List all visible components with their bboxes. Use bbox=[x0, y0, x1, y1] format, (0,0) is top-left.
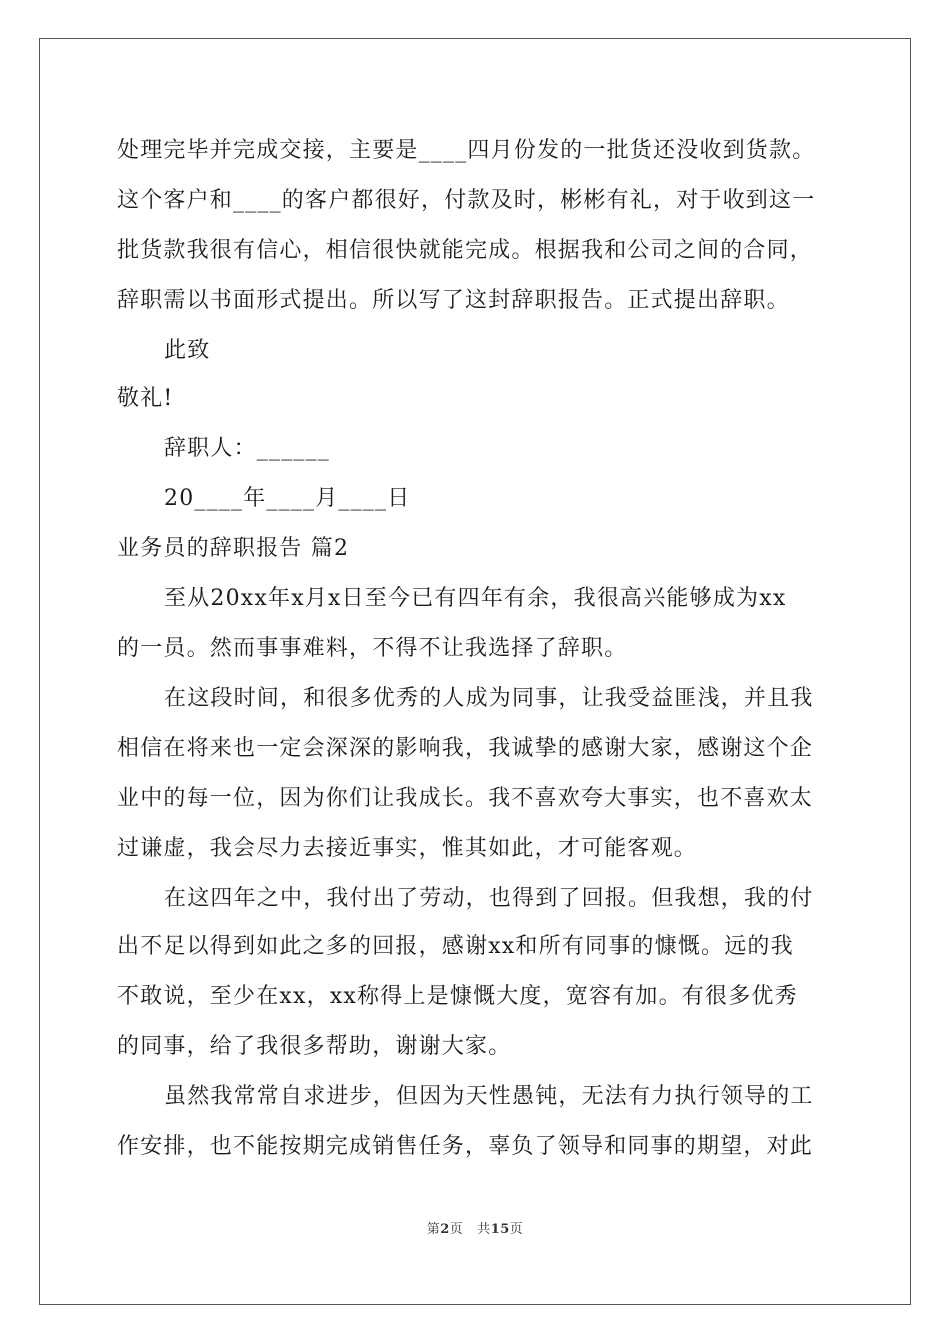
body-line-4: 辞职需以书面形式提出。所以写了这封辞职报告。正式提出辞职。 bbox=[117, 288, 790, 313]
body-line-21: 作安排，也不能按期完成销售任务，辜负了领导和同事的期望，对此 bbox=[117, 1134, 814, 1159]
body-line-19: 的同事，给了我很多帮助，谢谢大家。 bbox=[117, 1034, 512, 1059]
body-line-15: 过谦虚，我会尽力去接近事实，惟其如此，才可能客观。 bbox=[117, 836, 698, 861]
page-footer bbox=[0, 1218, 950, 1237]
footer-page-number: 2 bbox=[440, 1222, 450, 1237]
page-border bbox=[39, 38, 911, 1305]
date-line: 20____年____月____日 bbox=[164, 486, 411, 511]
signature-line: 辞职人：______ bbox=[164, 436, 331, 461]
footer-total-pages: 15 bbox=[490, 1222, 510, 1237]
body-line-10: 至从20xx年x月x日至今已有四年有余，我很高兴能够成为xx bbox=[164, 586, 787, 611]
body-line-17: 出不足以得到如此之多的回报，感谢xx和所有同事的慷慨。远的我 bbox=[117, 934, 794, 959]
body-line-13: 相信在将来也一定会深深的影响我，我诚挚的感谢大家，感谢这个企 bbox=[117, 736, 814, 761]
closing-cizhi: 此致 bbox=[164, 338, 211, 363]
body-line-11: 的一员。然而事事难料，不得不让我选择了辞职。 bbox=[117, 636, 628, 661]
body-line-12: 在这段时间，和很多优秀的人成为同事，让我受益匪浅，并且我 bbox=[164, 686, 814, 711]
body-line-3: 批货款我很有信心，相信很快就能完成。根据我和公司之间的合同， bbox=[117, 238, 814, 263]
body-line-18: 不敢说，至少在xx，xx称得上是慷慨大度，宽容有加。有很多优秀 bbox=[117, 984, 798, 1009]
footer-page-prefix: 第 bbox=[426, 1222, 441, 1237]
body-line-20: 虽然我常常自求进步，但因为天性愚钝，无法有力执行领导的工 bbox=[164, 1084, 814, 1109]
footer-total-suffix: 页 bbox=[509, 1222, 524, 1237]
body-line-14: 业中的每一位，因为你们让我成长。我不喜欢夸大事实，也不喜欢太 bbox=[117, 786, 814, 811]
section-heading: 业务员的辞职报告 篇2 bbox=[117, 536, 350, 561]
body-line-2: 这个客户和____的客户都很好，付款及时，彬彬有礼，对于收到这一 bbox=[117, 188, 816, 213]
footer-total-prefix: 共 bbox=[477, 1222, 491, 1237]
footer-page-suffix: 页 bbox=[449, 1222, 464, 1237]
body-line-16: 在这四年之中，我付出了劳动，也得到了回报。但我想，我的付 bbox=[164, 886, 814, 911]
body-line-1: 处理完毕并完成交接，主要是____四月份发的一批货还没收到货款。 bbox=[117, 138, 816, 163]
closing-jingli: 敬礼! bbox=[117, 386, 174, 411]
